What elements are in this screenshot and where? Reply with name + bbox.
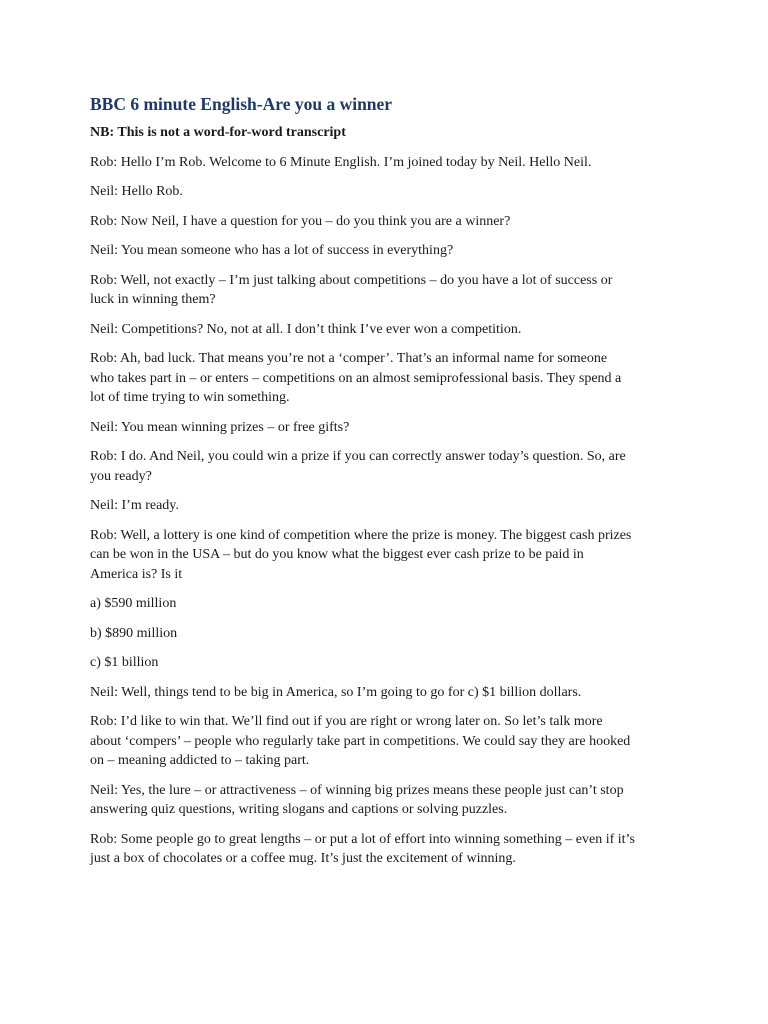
- transcript-paragraphs: [90, 153, 690, 869]
- document-body: [90, 93, 690, 879]
- paragraph-5: Rob: Well, not exactly – I’m just talking about competitions – do you have a lot of success or luck in winning them?: [90, 272, 613, 307]
- answer-option-b: b) $890 million: [90, 625, 178, 641]
- paragraph-7: Rob: Ah, bad luck. That means you’re not a ‘comper’. That’s an informal name for someone who takes part in – or enters – competitions on an almost semiprofessional basis. They spend a lot of time trying to win something.: [90, 351, 622, 405]
- paragraph-4: Neil: You mean someone who has a lot of success in everything?: [90, 243, 454, 258]
- paragraph-16: Rob: I’d like to win that. We’ll find out if you are right or wrong later on. So let’s talk more about ‘compers’ – people who regularly take part in competitions. We could say they are hooked on – meaning addicted to – taking part.: [90, 714, 631, 768]
- transcript-note: NB: This is not a word-for-word transcript: [90, 125, 346, 140]
- document-title: BBC 6 minute English-Are you a winner: [90, 94, 393, 114]
- paragraph-10: Neil: I’m ready.: [90, 498, 179, 513]
- paragraph-18: Rob: Some people go to great lengths – or put a lot of effort into winning something – even if it’s just a box of chocolates or a coffee mug. It’s just the excitement of winning.: [90, 831, 635, 866]
- paragraph-11: Rob: Well, a lottery is one kind of competition where the prize is money. The biggest cash prizes can be won in the USA – but do you know what the biggest ever cash prize to be paid in America is? Is it: [90, 527, 632, 582]
- paragraph-1: Rob: Hello I’m Rob. Welcome to 6 Minute English. I’m joined today by Neil. Hello Neil.: [90, 154, 592, 170]
- answer-option-a: a) $590 million: [90, 596, 177, 611]
- paragraph-8: Neil: You mean winning prizes – or free gifts?: [90, 419, 350, 435]
- paragraph-15: Neil: Well, things tend to be big in America, so I’m going to go for c) $1 billion dollars.: [90, 684, 582, 700]
- paragraph-2: Neil: Hello Rob.: [90, 184, 183, 199]
- paragraph-3: Rob: Now Neil, I have a question for you – do you think you are a winner?: [90, 213, 511, 229]
- answer-option-c: c) $1 billion: [90, 655, 159, 670]
- paragraph-17: Neil: Yes, the lure – or attractiveness – of winning big prizes means these people just can’t stop answering quiz questions, writing slogans and captions or solving puzzles.: [90, 782, 624, 817]
- paragraph-9: Rob: I do. And Neil, you could win a prize if you can correctly answer today’s question. So, are you ready?: [90, 449, 626, 484]
- paragraph-6: Neil: Competitions? No, not at all. I don’t think I’ve ever won a competition.: [90, 321, 522, 337]
